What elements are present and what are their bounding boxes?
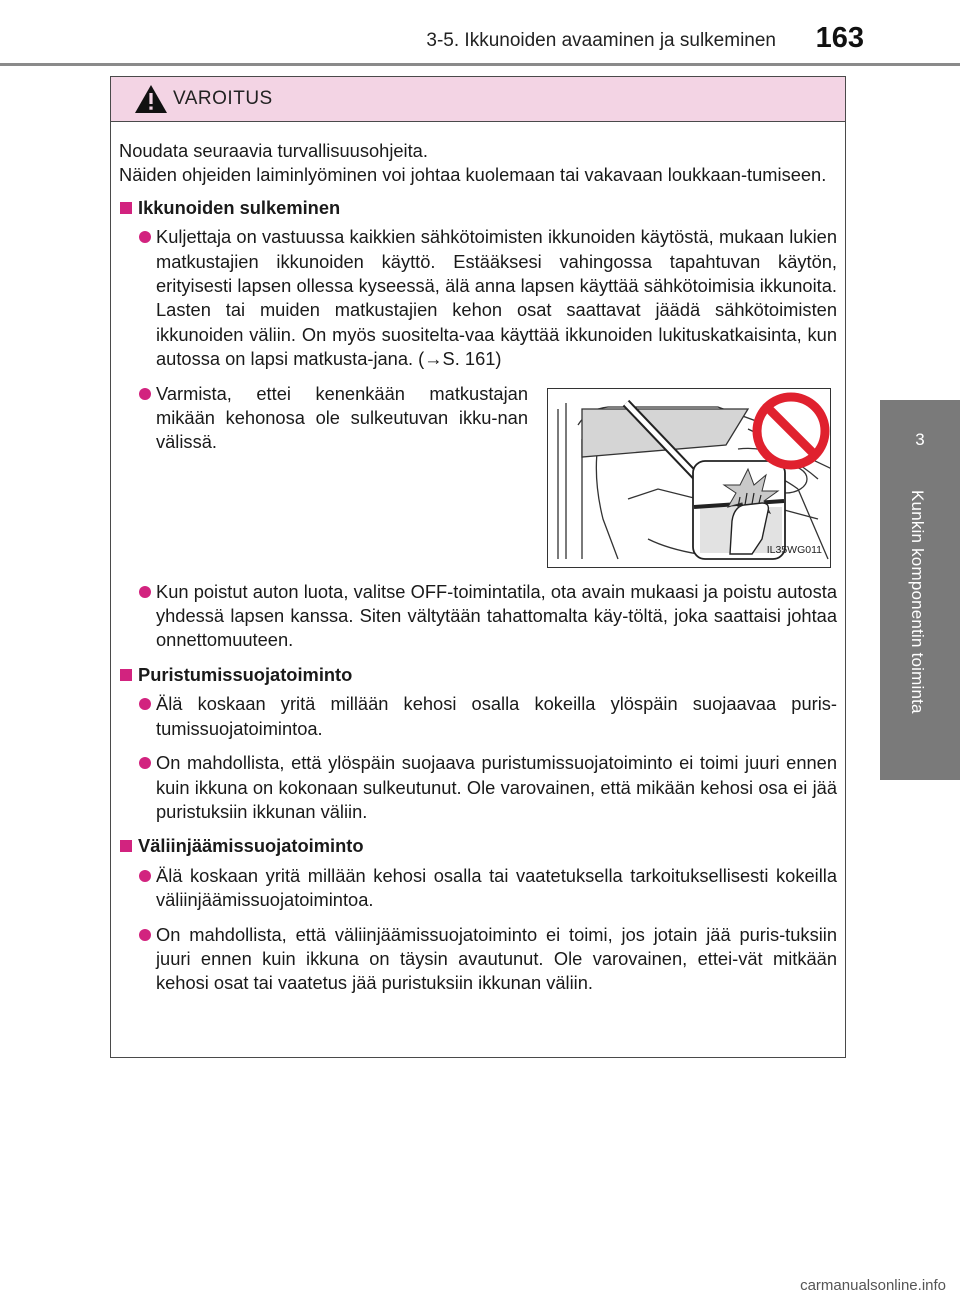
square-bullet-icon — [120, 840, 132, 852]
warning-triangle-icon — [133, 83, 169, 115]
section-heading — [119, 834, 837, 858]
section-heading-text: Väliinjäämissuojatoiminto — [138, 835, 364, 857]
window-illustration — [547, 388, 831, 568]
list-item-text: Älä koskaan yritä millään kehosi osalla tai vaatetuksella tarkoituksellisesti kokeilla väliinjäämissuojatoimintoa. — [156, 864, 837, 911]
list-item-text: Kuljettaja on vastuussa kaikkien sähkötoimisten ikkunoiden käytöstä, mukaan lukien matkustajien ikkunoiden käyttö. Estääksesi vahingossa tapahtuvan käytön, erityisesti lapsen ollessa kyseessä, älä anna lapsen käyttää sähkötoimisia ikkunoita. Lasten tai muiden matkustajien kehon osat saattavat jäädä sähkötoimisten ikkunoiden väliin. On myös suositelta-vaa käyttää ikkunoiden lukituskatkaisinta, kun autossa on lapsi matkusta-jana. (→S. 161) — [156, 226, 837, 370]
section-title: 3-5. Ikkunoiden avaaminen ja sulkeminen — [426, 30, 776, 51]
intro-line: Noudata seuraavia turvallisuusohjeita. — [119, 140, 428, 161]
bullet-dot-icon — [139, 757, 151, 769]
section-heading — [119, 196, 837, 220]
warning-title: VAROITUS — [173, 88, 273, 109]
square-bullet-icon — [120, 669, 132, 681]
header-divider — [0, 63, 960, 66]
prohibition-icon — [757, 397, 825, 465]
item-with-illustration — [119, 382, 837, 568]
bullet-dot-icon — [139, 388, 151, 400]
list-item — [119, 225, 837, 371]
bullet-dot-icon — [139, 231, 151, 243]
warning-box — [110, 76, 846, 1058]
chapter-number: 3 — [915, 430, 925, 449]
list-item-text: On mahdollista, että väliinjäämissuojatoiminto ei toimi, jos jotain jää puris-tuksiin juuri ennen kuin ikkuna on täysin avautunut. Ole varovainen, ettei-vät mitkään kehosi osat tai vaatetus jää puristuksiin ikkunan väliin. — [156, 923, 837, 994]
bullet-dot-icon — [139, 586, 151, 598]
figure-code: IL35WG011 — [766, 544, 822, 557]
section-heading-text: Puristumissuojatoiminto — [138, 663, 353, 685]
page-header — [0, 0, 880, 64]
page-number: 163 — [815, 22, 864, 54]
bullet-dot-icon — [139, 698, 151, 710]
chapter-tab — [880, 400, 960, 780]
warning-body — [119, 139, 837, 1006]
list-item-text: Älä koskaan yritä millään kehosi osalla kokeilla ylöspäin suojaavaa puris-tumissuojatoimintoa. — [156, 693, 837, 739]
intro-line: Näiden ohjeiden laiminlyöminen voi johtaa kuolemaan tai vakavaan loukkaan-tumiseen. — [119, 164, 827, 186]
chapter-label: Kunkin komponentin toiminta — [908, 490, 927, 714]
list-item-text: Kun poistut auton luota, valitse OFF-toimintatila, ota avain mukaasi ja poistu autosta yhdessä lapsen kanssa. Siten vältytään tahattomalta käy-töltä, joka saattaisi johtaa onnettomuuteen. — [156, 580, 837, 651]
list-item-text: Varmista, ettei kenenkään matkustajan mikään kehonosa ole sulkeutuvan ikku-nan välissä. — [156, 382, 528, 453]
list-item — [119, 751, 837, 824]
warning-header — [111, 77, 845, 122]
list-item-text: On mahdollista, että ylöspäin suojaava puristumissuojatoiminto ei toimi juuri ennen kuin ikkuna on kokonaan sulkeutunut. Ole varovainen, että mikään kehosi osa ei jää puristuksiin ikkunan väliin. — [156, 752, 837, 822]
list-item — [119, 923, 837, 996]
bullet-dot-icon — [139, 870, 151, 882]
watermark: carmanualsonline.info — [800, 1277, 946, 1294]
section-heading — [119, 663, 837, 687]
section-heading-text: Ikkunoiden sulkeminen — [138, 196, 341, 218]
list-item — [119, 864, 837, 913]
bullet-dot-icon — [139, 929, 151, 941]
list-item — [119, 580, 837, 653]
list-item — [119, 692, 837, 741]
list-item — [119, 382, 528, 455]
square-bullet-icon — [120, 202, 132, 214]
